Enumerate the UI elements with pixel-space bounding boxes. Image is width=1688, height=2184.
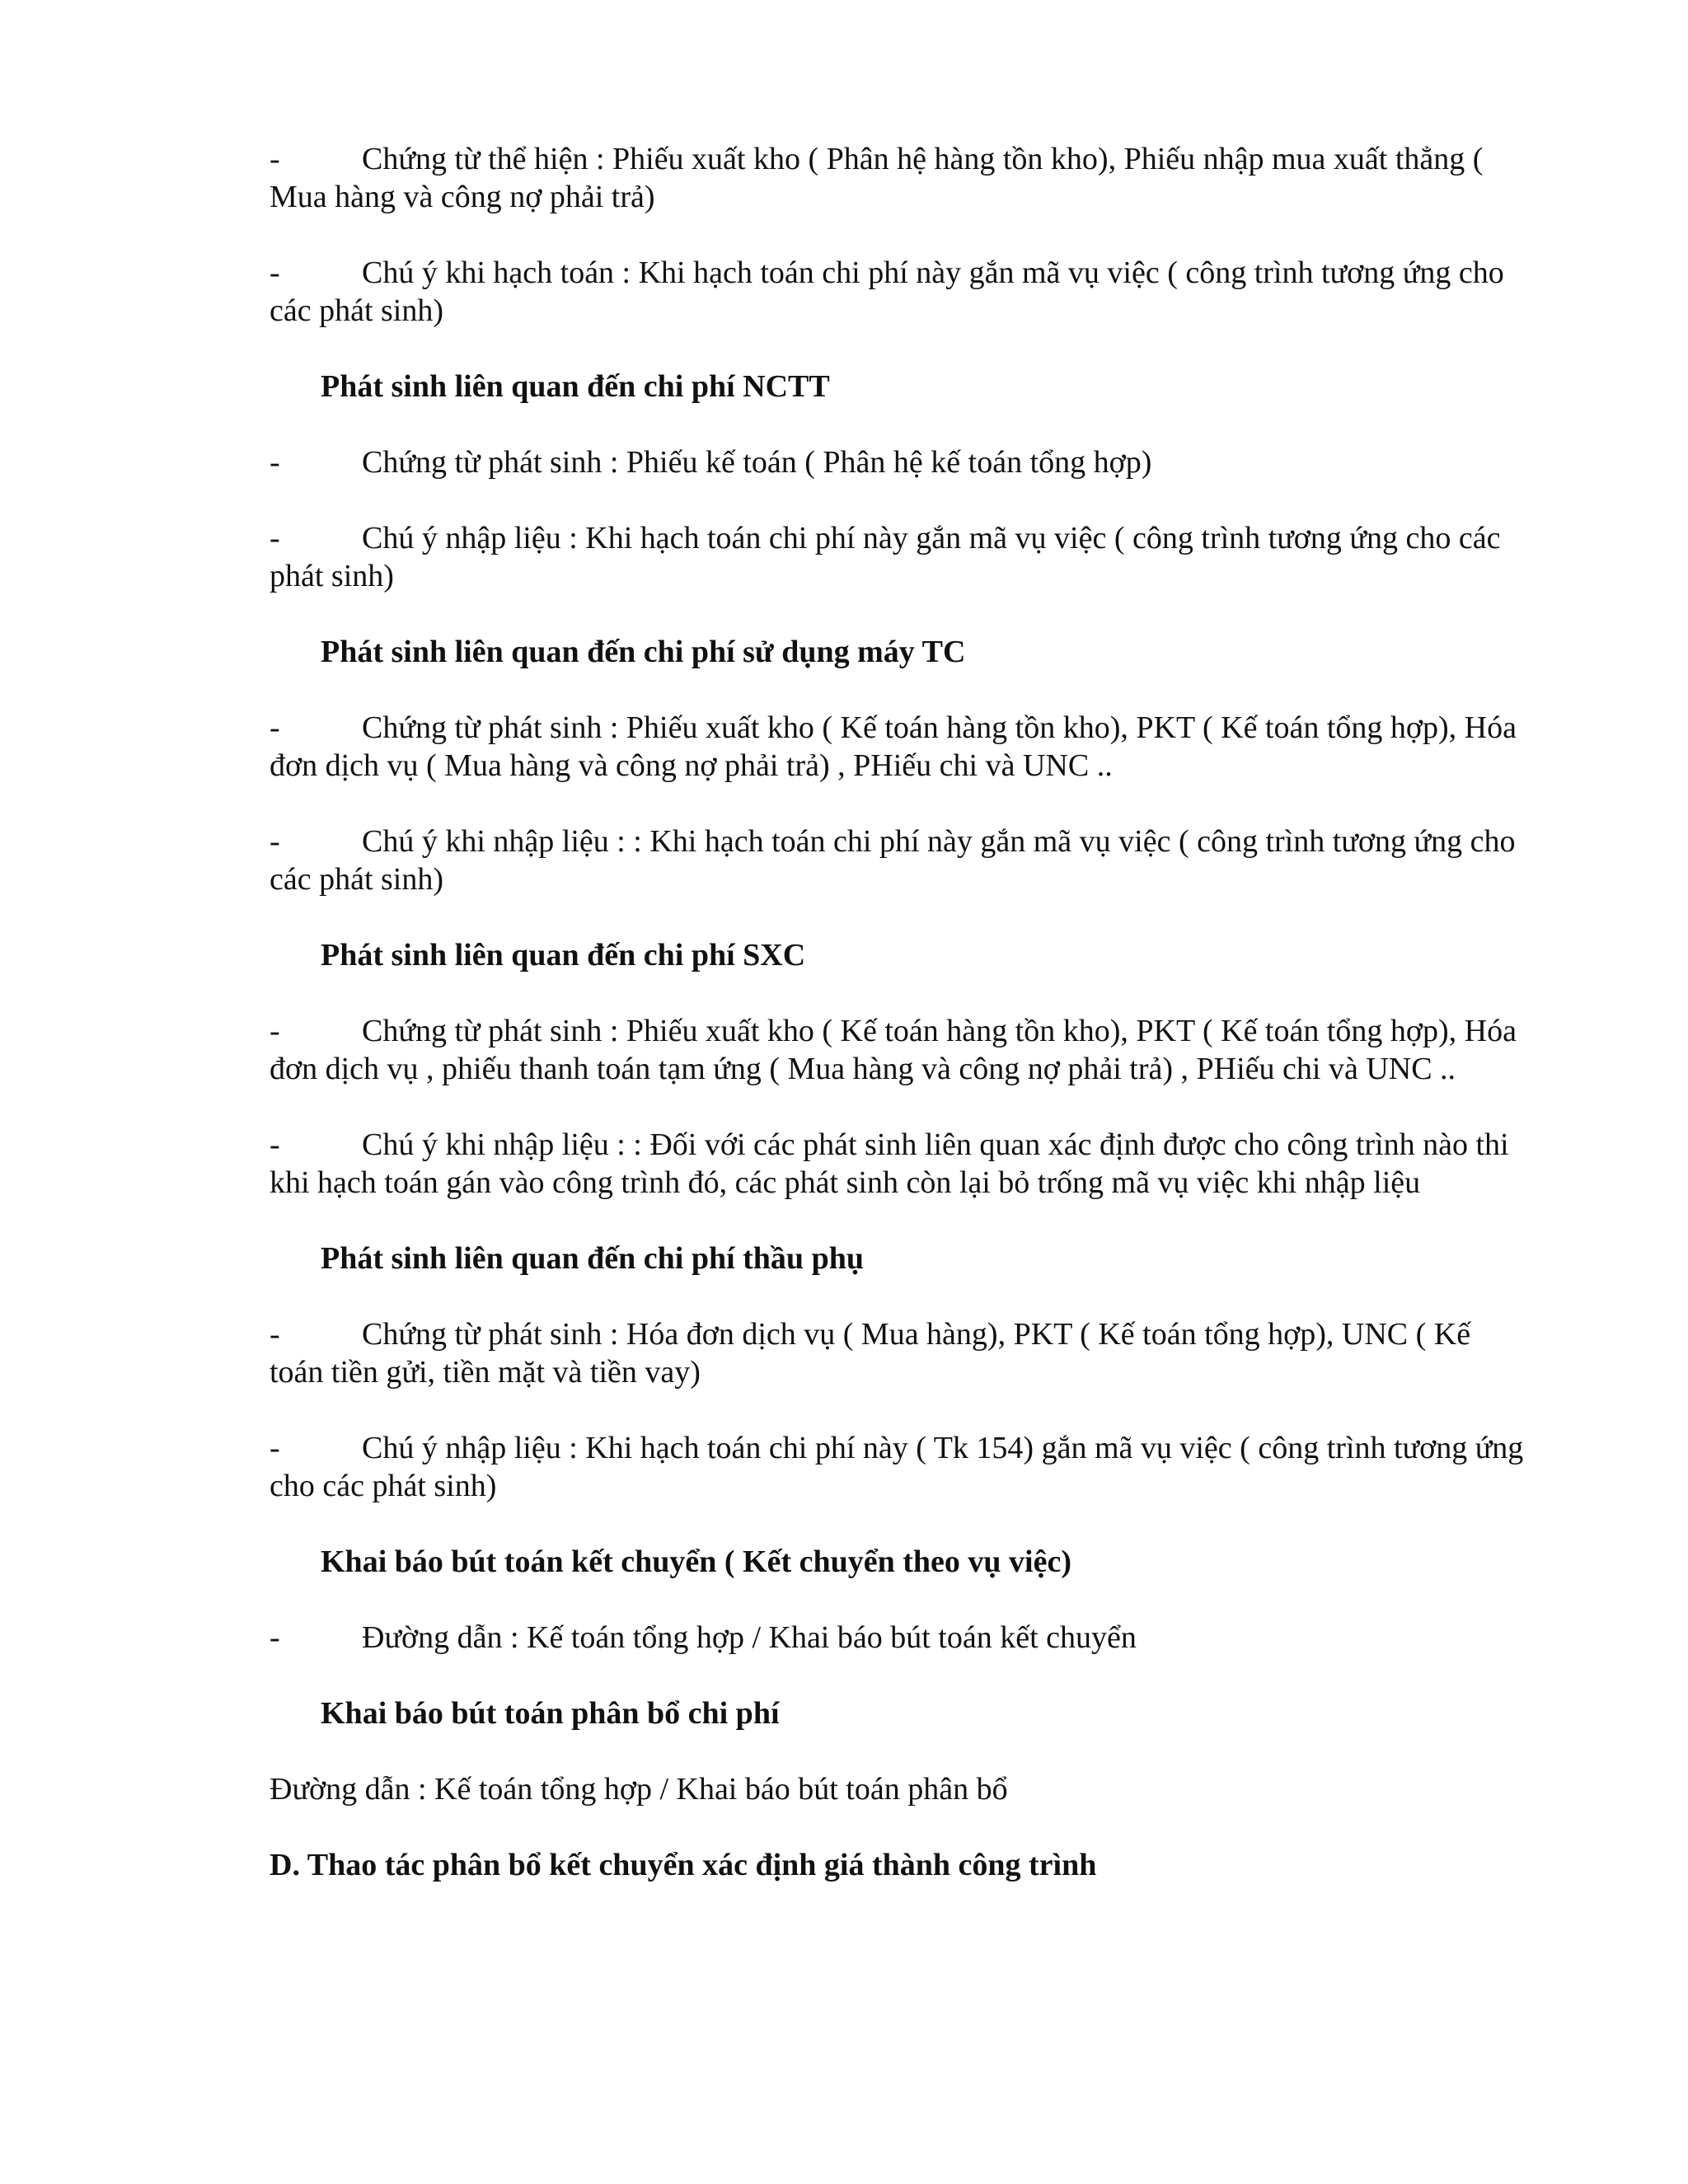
bullet-dash: - bbox=[270, 824, 280, 859]
section-heading: Khai báo bút toán kết chuyển ( Kết chuyển theo vụ việc) bbox=[321, 1544, 1071, 1579]
bullet-text: Chú ý khi nhập liệu : : Khi hạch toán chi phí này gắn mã vụ việc ( công trình tương ứng cho các phát sinh) bbox=[270, 824, 1516, 897]
bullet-dash: - bbox=[270, 1014, 280, 1048]
bullet-dash: - bbox=[270, 1431, 280, 1465]
bullet-dash: - bbox=[270, 521, 280, 555]
bullet-paragraph bbox=[270, 1315, 1531, 1391]
bullet-dash: - bbox=[270, 1620, 280, 1655]
section-heading: Khai báo bút toán phân bổ chi phí bbox=[321, 1696, 780, 1731]
major-heading: D. Thao tác phân bổ kết chuyển xác định giá thành công trình bbox=[270, 1848, 1097, 1882]
bullet-dash: - bbox=[270, 445, 280, 480]
bullet-paragraph bbox=[270, 1619, 1531, 1657]
bullet-paragraph bbox=[270, 823, 1531, 898]
bullet-paragraph bbox=[270, 1012, 1531, 1088]
document-page bbox=[270, 140, 1531, 1922]
bullet-text: Đường dẫn : Kế toán tổng hợp / Khai báo bút toán kết chuyển bbox=[362, 1620, 1137, 1655]
bullet-text: Chứng từ thể hiện : Phiếu xuất kho ( Phân hệ hàng tồn kho), Phiếu nhập mua xuất thẳng ( Mua hàng và công nợ phải trả) bbox=[270, 142, 1484, 214]
section-heading: Phát sinh liên quan đến chi phí SXC bbox=[321, 938, 806, 972]
bullet-dash: - bbox=[270, 255, 280, 290]
bullet-text: Chứng từ phát sinh : Hóa đơn dịch vụ ( Mua hàng), PKT ( Kế toán tổng hợp), UNC ( Kế toán tiền gửi, tiền mặt và tiền vay) bbox=[270, 1317, 1471, 1390]
bullet-text: Chú ý khi hạch toán : Khi hạch toán chi phí này gắn mã vụ việc ( công trình tương ứng cho các phát sinh) bbox=[270, 255, 1504, 328]
bullet-text: Chứng từ phát sinh : Phiếu kế toán ( Phân hệ kế toán tổng hợp) bbox=[362, 445, 1152, 480]
bullet-paragraph bbox=[270, 254, 1531, 330]
bullet-dash: - bbox=[270, 142, 280, 176]
bullet-text: Chú ý nhập liệu : Khi hạch toán chi phí này gắn mã vụ việc ( công trình tương ứng cho các phát sinh) bbox=[270, 521, 1501, 593]
bullet-paragraph bbox=[270, 519, 1531, 595]
section-heading: Phát sinh liên quan đến chi phí thầu phụ bbox=[321, 1241, 864, 1276]
bullet-text: Chứng từ phát sinh : Phiếu xuất kho ( Kế toán hàng tồn kho), PKT ( Kế toán tổng hợp), Hóa đơn dịch vụ ( Mua hàng và công nợ phải trả) , PHiếu chi và UNC .. bbox=[270, 710, 1517, 783]
bullet-text: Chú ý nhập liệu : Khi hạch toán chi phí này ( Tk 154) gắn mã vụ việc ( công trình tương ứng cho các phát sinh) bbox=[270, 1431, 1524, 1503]
bullet-paragraph bbox=[270, 1429, 1531, 1505]
bullet-text: Chú ý khi nhập liệu : : Đối với các phát sinh liên quan xác định được cho công trình nào thi khi hạch toán gán vào công trình đó, các phát sinh còn lại bỏ trống mã vụ việc khi nhập liệu bbox=[270, 1127, 1509, 1200]
bullet-dash: - bbox=[270, 710, 280, 745]
section-heading: Phát sinh liên quan đến chi phí sử dụng máy TC bbox=[321, 635, 966, 669]
bullet-paragraph bbox=[270, 1126, 1531, 1202]
plain-paragraph: Đường dẫn : Kế toán tổng hợp / Khai báo bút toán phân bổ bbox=[270, 1772, 1008, 1807]
bullet-paragraph bbox=[270, 443, 1531, 481]
bullet-text: Chứng từ phát sinh : Phiếu xuất kho ( Kế toán hàng tồn kho), PKT ( Kế toán tổng hợp), Hóa đơn dịch vụ , phiếu thanh toán tạm ứng ( Mua hàng và công nợ phải trả) , PHiếu chi và UNC .. bbox=[270, 1014, 1517, 1086]
section-heading: Phát sinh liên quan đến chi phí NCTT bbox=[321, 369, 830, 404]
bullet-paragraph bbox=[270, 709, 1531, 785]
bullet-paragraph bbox=[270, 140, 1531, 216]
bullet-dash: - bbox=[270, 1317, 280, 1352]
bullet-dash: - bbox=[270, 1127, 280, 1162]
